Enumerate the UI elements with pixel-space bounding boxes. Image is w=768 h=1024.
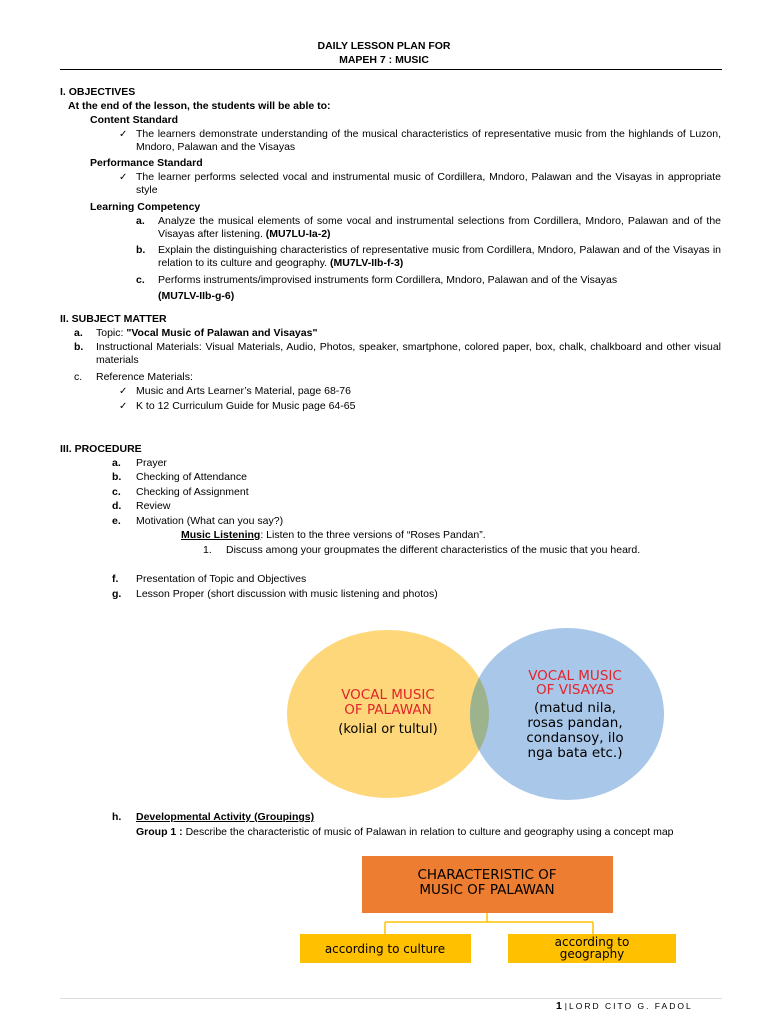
competency-code: (MU7LV-IIb-f-3) — [330, 257, 404, 269]
step-text: Lesson Proper (short discussion with music listening and photos) — [136, 588, 438, 600]
objectives-heading: I. OBJECTIVES — [60, 86, 136, 98]
check-icon: ✓ — [119, 172, 128, 183]
concept-culture-text: according to culture — [324, 942, 446, 956]
step-letter: a. — [112, 457, 121, 469]
competency-item: Analyze the musical elements of some vocal and instrumental selections from Cordillera, Mndoro, Palawan and of the Visayas after listening. (MU7LU-Ia-2) — [158, 215, 721, 240]
competency-letter: b. — [136, 244, 146, 256]
document-title-line1: DAILY LESSON PLAN FOR — [317, 40, 451, 52]
venn-left-title-2: OF PALAWAN — [344, 702, 432, 718]
content-standard-text: The learners demonstrate understanding of the musical characteristics of representative music from the highlands of Luzon, Mndoro, Palawan and the Visayas — [136, 128, 721, 153]
venn-left-title-1: VOCAL MUSIC — [341, 687, 435, 703]
step-letter: f. — [112, 573, 119, 585]
learning-competency-label: Learning Competency — [90, 201, 201, 213]
subject-matter-heading: II. SUBJECT MATTER — [60, 313, 167, 325]
music-listening-label: Music Listening — [181, 529, 261, 541]
reference-item: K to 12 Curriculum Guide for Music page 64-65 — [136, 400, 356, 412]
reference-letter: c. — [74, 371, 83, 383]
concept-main-text-1: CHARACTERISTIC OF — [417, 867, 557, 883]
group1-label: Group 1 : — [136, 826, 183, 838]
step-letter: d. — [112, 500, 122, 512]
procedure-heading: III. PROCEDURE — [60, 443, 142, 455]
step-text: Presentation of Topic and Objectives — [136, 573, 307, 585]
venn-right-title-2: OF VISAYAS — [536, 682, 614, 698]
check-icon: ✓ — [119, 386, 128, 397]
venn-left-body: (kolial or tultul) — [338, 722, 438, 737]
step-letter: h. — [112, 811, 122, 823]
step-letter: b. — [112, 471, 122, 483]
concept-geography-text-2: geography — [559, 947, 625, 961]
venn-right-title-1: VOCAL MUSIC — [528, 668, 622, 684]
materials-text: Instructional Materials: Visual Materials, Audio, Photos, speaker, smartphone, colored paper, box, chalk, chalkboard and other visual materials — [96, 341, 721, 366]
competency-letter: a. — [136, 215, 145, 227]
step-text: Motivation (What can you say?) — [136, 515, 284, 527]
reference-item: Music and Arts Learner’s Material, page 68-76 — [136, 385, 351, 397]
check-icon: ✓ — [119, 401, 128, 412]
footer-author: |LORD CITO G. FADOL — [564, 1001, 693, 1011]
objectives-intro: At the end of the lesson, the students will be able to: — [68, 100, 331, 112]
page-number: 1 — [556, 1000, 562, 1012]
competency-code: (MU7LV-IIb-g-6) — [158, 290, 235, 302]
content-standard-label: Content Standard — [90, 114, 179, 126]
step-text: Review — [136, 500, 171, 512]
footer-rule — [60, 998, 722, 999]
step-letter: g. — [112, 588, 122, 600]
venn-right-body-1: (matud nila, — [533, 700, 617, 716]
venn-right-body-3: condansoy, ilo — [526, 730, 624, 746]
topic-value: "Vocal Music of Palawan and Visayas" — [126, 327, 318, 339]
group1-text: Group 1 : Describe the characteristic of music of Palawan in relation to culture and geography using a concept map — [136, 826, 674, 838]
step-text: Developmental Activity (Groupings) — [136, 811, 315, 823]
materials-letter: b. — [74, 341, 84, 353]
step-text: Checking of Assignment — [136, 486, 249, 498]
step-letter: e. — [112, 515, 121, 527]
music-listening-line: Music Listening: Listen to the three versions of “Roses Pandan”. — [181, 529, 486, 541]
performance-standard-label: Performance Standard — [90, 157, 203, 169]
competency-code: (MU7LU-Ia-2) — [265, 228, 331, 240]
discuss-text: Discuss among your groupmates the different characteristics of the music that you heard. — [226, 544, 641, 556]
page-footer — [556, 1000, 693, 1013]
discuss-number: 1. — [203, 544, 212, 556]
document-title-line2: MAPEH 7 : MUSIC — [339, 54, 429, 66]
step-text: Checking of Attendance — [136, 471, 247, 483]
check-icon: ✓ — [119, 129, 128, 140]
venn-right-body-2: rosas pandan, — [527, 715, 623, 731]
step-text: Prayer — [136, 457, 167, 469]
topic-letter: a. — [74, 327, 83, 339]
venn-right-body-4: nga bata etc.) — [527, 745, 623, 761]
concept-geography-text-1: according to — [554, 935, 630, 949]
competency-item: Explain the distinguishing characteristics of representative music from Cordillera, Mndoro, Palawan and of the Visayas in relation to its culture and geography. (MU7LV-IIb-f-3) — [158, 244, 721, 269]
performance-standard-text: The learner performs selected vocal and instrumental music of Cordillera, Mndoro, Palawan and the Visayas in appropriate style — [136, 171, 721, 196]
topic-line: Topic: "Vocal Music of Palawan and Visayas" — [96, 327, 318, 339]
reference-label: Reference Materials: — [96, 371, 193, 383]
step-letter: c. — [112, 486, 121, 498]
competency-letter: c. — [136, 274, 145, 286]
competency-item: Performs instruments/improvised instruments form Cordillera, Mndoro, Palawan and of the Visayas — [158, 274, 618, 286]
concept-main-text-2: MUSIC OF PALAWAN — [419, 882, 555, 898]
